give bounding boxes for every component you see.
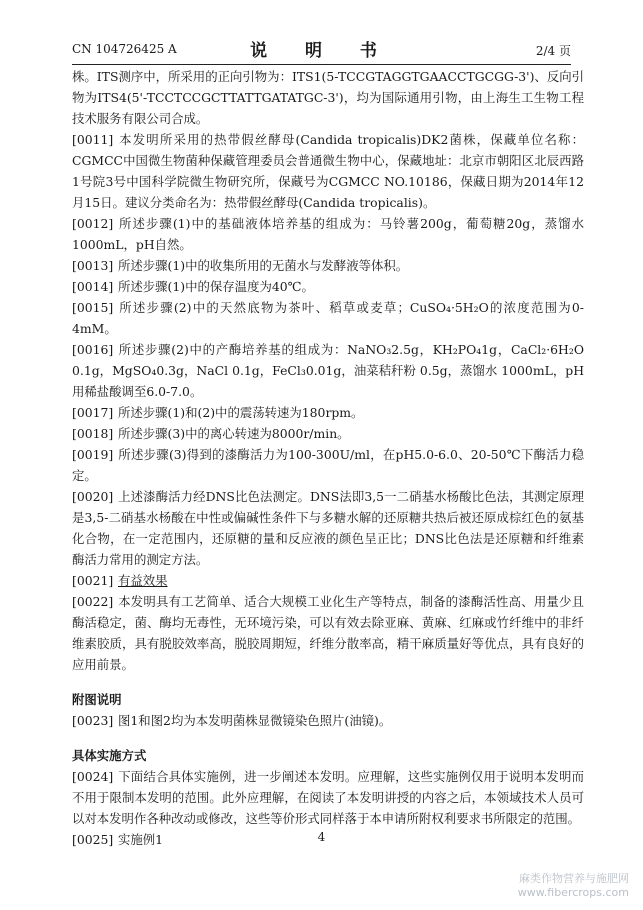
paragraph-text: 实施例1 <box>118 832 164 847</box>
paragraph-number: [0014] <box>72 279 114 294</box>
paragraph-number: [0022] <box>72 594 114 609</box>
paragraph <box>72 486 584 570</box>
paragraph <box>72 710 584 731</box>
paragraph-number: [0020] <box>72 489 114 504</box>
paragraph-number: [0018] <box>72 426 114 441</box>
watermark <box>518 872 629 900</box>
paragraph-number: [0023] <box>72 713 114 728</box>
paragraph <box>72 129 584 213</box>
paragraph-text: 本发明具有工艺简单、适合大规模工业化生产等特点，制备的漆酶活性高、用量少且酶活稳定，菌、酶均无毒性，无环境污染，可以有效去除亚麻、黄麻、红麻或竹纤维中的非纤维素胶质，具有脱胶效率高，脱胶周期短，纤维分散率高，精干麻质量好等优点，具有良好的应用前景。 <box>72 594 584 672</box>
paragraph <box>72 591 584 675</box>
paragraph <box>72 402 584 423</box>
document-body <box>72 66 584 850</box>
paragraph-number: [0011] <box>72 132 114 147</box>
paragraph-number: [0017] <box>72 405 114 420</box>
page-number: 4 <box>317 830 326 844</box>
doc-number: CN 104726425 A <box>72 42 177 56</box>
paragraph-number: [0025] <box>72 832 114 847</box>
paragraph-text: 所述步骤(2)中的产酶培养基的组成为：NaNO₃2.5g，KH₂PO₄1g，CaCl₂·6H₂O 0.1g，MgSO₄0.3g，NaCl 0.1g，FeCl₃0.01g，油菜秸秆粉 0.5g，蒸馏水 1000mL，pH用稀盐酸调至6.0-7.0。 <box>72 342 584 399</box>
doc-title: 说 明 书 <box>250 41 393 61</box>
page-info: 2/4 页 <box>535 44 571 58</box>
paragraph-text: 所述步骤(1)中的收集所用的无菌水与发酵液等体积。 <box>118 258 409 273</box>
paragraph-text: 有益效果 <box>118 573 168 588</box>
main-paragraphs <box>72 66 584 675</box>
paragraph-number: [0019] <box>72 447 114 462</box>
paragraph <box>72 255 584 276</box>
section-title-figures: 附图说明 <box>72 692 122 707</box>
paragraph-number: [0024] <box>72 769 114 784</box>
paragraph <box>72 423 584 444</box>
paragraph <box>72 570 584 591</box>
paragraph <box>72 339 584 402</box>
paragraph <box>72 213 584 255</box>
paragraph <box>72 297 584 339</box>
paragraph-text: 所述步骤(3)得到的漆酶活力为100-300U/ml，在pH5.0-6.0、20-50℃下酶活力稳定。 <box>72 447 584 483</box>
figures-paragraphs <box>72 710 584 731</box>
watermark-line1: 麻类作物营养与施肥网 <box>519 872 629 885</box>
watermark-line2: www.fibercrops.com <box>517 886 629 899</box>
paragraph-number: [0016] <box>72 342 114 357</box>
paragraph-text: 所述步骤(1)中的保存温度为40℃。 <box>118 279 314 294</box>
paragraph-text: 所述步骤(1)中的基础液体培养基的组成为：马铃薯200g，葡萄糖20g，蒸馏水1000mL，pH自然。 <box>72 216 584 252</box>
paragraph-text: 所述步骤(2)中的天然底物为茶叶、稻草或麦草；CuSO₄·5H₂O的浓度范围为0-4mM。 <box>72 300 584 336</box>
paragraph-number: [0021] <box>72 573 114 588</box>
paragraph-text: 下面结合具体实施例，进一步阐述本发明。应理解，这些实施例仅用于说明本发明而不用于限制本发明的范围。此外应理解，在阅读了本发明讲授的内容之后，本领域技术人员可以对本发明作各种改动或修改，这些等价形式同样落于本申请所附权利要求书所限定的范围。 <box>72 769 584 826</box>
paragraph-number: [0013] <box>72 258 114 273</box>
paragraph-text: 本发明所采用的热带假丝酵母(Candida tropicalis)DK2菌株，保藏单位名称：CGMCC中国微生物菌种保藏管理委员会普通微生物中心，保藏地址：北京市朝阳区北辰西路1号院3号中国科学院微生物研究所，保藏号为CGMCC NO.10186，保藏日期为2014年12月15日。建议分类命名为：热带假丝酵母(Candida tropicalis)。 <box>72 132 584 210</box>
paragraph <box>72 444 584 486</box>
paragraph-number: [0015] <box>72 300 114 315</box>
paragraph <box>72 766 584 829</box>
paragraph-text: 所述步骤(3)中的离心转速为8000r/min。 <box>118 426 350 441</box>
section-title-embodiment: 具体实施方式 <box>72 748 147 763</box>
paragraph <box>72 276 584 297</box>
paragraph-text: 所述步骤(1)和(2)中的震荡转速为180rpm。 <box>118 405 364 420</box>
paragraph-text: 图1和图2均为本发明菌株显微镜染色照片(油镜)。 <box>118 713 392 728</box>
page-header <box>72 34 571 65</box>
paragraph-text: 上述漆酶活力经DNS比色法测定。DNS法即3,5一二硝基水杨酸比色法，其测定原理是3,5-二硝基水杨酸在中性或偏碱性条件下与多糖水解的还原糖共热后被还原成棕红色的氨基化合物，在一定范围内，还原糖的量和反应液的颜色呈正比；DNS比色法是还原糖和纤维素酶活力常用的测定方法。 <box>72 489 584 567</box>
paragraph-number: [0012] <box>72 216 114 231</box>
paragraph-text: 株。ITS测序中，所采用的正向引物为：ITS1(5-TCCGTAGGTGAACCTGCGG-3')、反向引物为ITS4(5'-TCCTCCGCTTATTGATATGC-3')，均为国际通用引物，由上海生工生物工程技术服务有限公司合成。 <box>72 69 584 126</box>
paragraph <box>72 66 584 129</box>
